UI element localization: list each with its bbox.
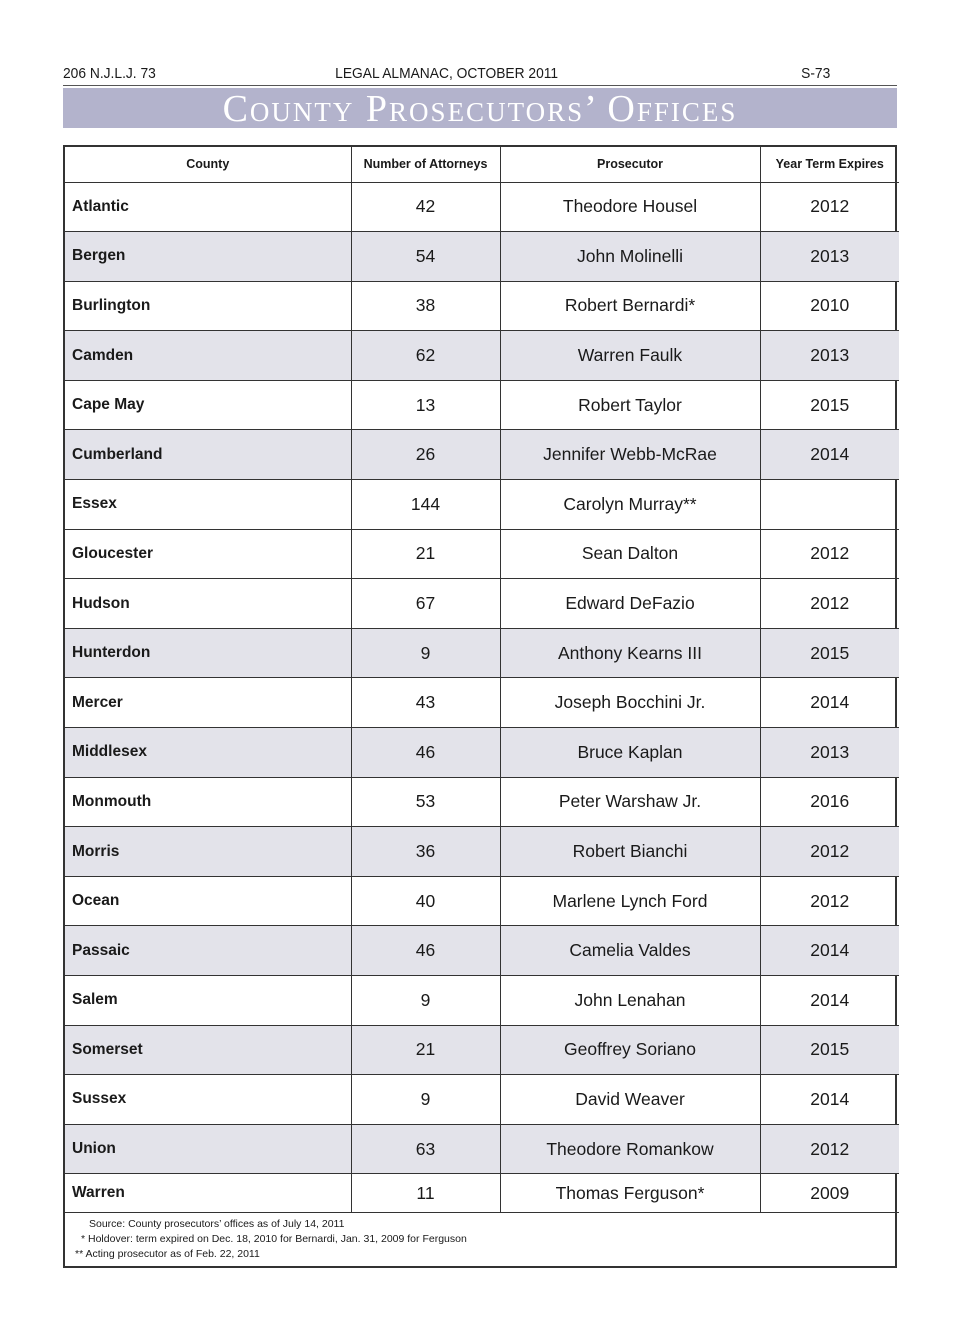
term-expires-cell: 2014 [760,430,899,480]
table-row [65,529,899,579]
attorneys-cell: 42 [351,182,500,232]
term-expires-cell: 2014 [760,976,899,1026]
title-banner [63,88,897,128]
term-expires-cell: 2014 [760,678,899,728]
term-expires-cell [760,480,899,530]
term-expires-cell: 2012 [760,182,899,232]
county-cell: Cumberland [65,430,351,480]
running-head [63,62,830,84]
attorneys-cell: 13 [351,380,500,430]
attorneys-cell: 9 [351,1075,500,1125]
source-note: Source: County prosecutors’ offices as of July 14, 2011 [89,1218,345,1231]
holdover-note: * Holdover: term expired on Dec. 18, 2010 for Bernardi, Jan. 31, 2009 for Ferguson [81,1233,467,1246]
term-expires-cell: 2015 [760,1025,899,1075]
county-cell: Middlesex [65,728,351,778]
table-row [65,1174,899,1213]
table-row [65,628,899,678]
attorneys-cell: 21 [351,529,500,579]
county-cell: Burlington [65,281,351,331]
prosecutor-cell: Joseph Bocchini Jr. [500,678,760,728]
prosecutor-cell: Thomas Ferguson* [500,1174,760,1213]
term-expires-cell: 2013 [760,331,899,381]
prosecutor-cell: Theodore Housel [500,182,760,232]
term-expires-cell: 2013 [760,728,899,778]
county-cell: Monmouth [65,777,351,827]
term-expires-cell: 2013 [760,232,899,282]
acting-prosecutor-note: ** Acting prosecutor as of Feb. 22, 2011 [75,1248,260,1261]
term-expires-cell: 2014 [760,926,899,976]
prosecutor-cell: John Lenahan [500,976,760,1026]
county-cell: Salem [65,976,351,1026]
prosecutor-cell: Bruce Kaplan [500,728,760,778]
prosecutor-cell: Geoffrey Soriano [500,1025,760,1075]
header-county: County [65,147,351,182]
attorneys-cell: 54 [351,232,500,282]
term-expires-cell: 2012 [760,529,899,579]
prosecutor-cell: John Molinelli [500,232,760,282]
attorneys-cell: 67 [351,579,500,629]
attorneys-cell: 38 [351,281,500,331]
attorneys-cell: 9 [351,628,500,678]
county-cell: Sussex [65,1075,351,1125]
attorneys-cell: 53 [351,777,500,827]
table-row [65,827,899,877]
publication-title: LEGAL ALMANAC, OCTOBER 2011 [335,65,559,82]
prosecutor-cell: Peter Warshaw Jr. [500,777,760,827]
attorneys-cell: 36 [351,827,500,877]
county-cell: Passaic [65,926,351,976]
county-cell: Cape May [65,380,351,430]
table-row [65,281,899,331]
term-expires-cell: 2016 [760,777,899,827]
table-row [65,331,899,381]
header-year-term-expires: Year Term Expires [760,147,899,182]
county-cell: Gloucester [65,529,351,579]
table-row [65,678,899,728]
county-cell: Hudson [65,579,351,629]
county-cell: Hunterdon [65,628,351,678]
county-cell: Somerset [65,1025,351,1075]
county-cell: Atlantic [65,182,351,232]
prosecutor-cell: Jennifer Webb-McRae [500,430,760,480]
attorneys-cell: 144 [351,480,500,530]
table-row [65,728,899,778]
table-row [65,876,899,926]
attorneys-cell: 40 [351,876,500,926]
term-expires-cell: 2012 [760,579,899,629]
prosecutor-cell: David Weaver [500,1075,760,1125]
table-row [65,976,899,1026]
prosecutor-cell: Marlene Lynch Ford [500,876,760,926]
page-number: S-73 [801,65,831,82]
attorneys-cell: 26 [351,430,500,480]
table-row [65,480,899,530]
attorneys-cell: 9 [351,976,500,1026]
term-expires-cell: 2014 [760,1075,899,1125]
attorneys-cell: 63 [351,1124,500,1174]
prosecutors-table [65,147,899,1213]
table-row [65,926,899,976]
table-row [65,777,899,827]
county-cell: Mercer [65,678,351,728]
table-row [65,1075,899,1125]
prosecutor-cell: Carolyn Murray** [500,480,760,530]
table-row [65,232,899,282]
term-expires-cell: 2015 [760,380,899,430]
table-row [65,430,899,480]
prosecutor-cell: Robert Taylor [500,380,760,430]
table-row [65,1025,899,1075]
county-cell: Bergen [65,232,351,282]
prosecutor-cell: Robert Bianchi [500,827,760,877]
term-expires-cell: 2010 [760,281,899,331]
term-expires-cell: 2015 [760,628,899,678]
prosecutor-cell: Anthony Kearns III [500,628,760,678]
table-row [65,1124,899,1174]
header-rule [63,85,897,86]
county-cell: Camden [65,331,351,381]
county-cell: Union [65,1124,351,1174]
prosecutor-cell: Sean Dalton [500,529,760,579]
attorneys-cell: 62 [351,331,500,381]
attorneys-cell: 46 [351,926,500,976]
attorneys-cell: 43 [351,678,500,728]
attorneys-cell: 21 [351,1025,500,1075]
footnotes [65,1213,895,1262]
term-expires-cell: 2012 [760,1124,899,1174]
prosecutor-cell: Camelia Valdes [500,926,760,976]
page-title: County Prosecutors’ Offices [222,88,738,130]
county-cell: Essex [65,480,351,530]
attorneys-cell: 11 [351,1174,500,1213]
attorneys-cell: 46 [351,728,500,778]
county-cell: Morris [65,827,351,877]
term-expires-cell: 2012 [760,827,899,877]
county-cell: Warren [65,1174,351,1213]
journal-citation: 206 N.J.L.J. 73 [63,65,156,82]
prosecutors-table-box [63,145,897,1268]
table-row [65,182,899,232]
term-expires-cell: 2009 [760,1174,899,1213]
table-row [65,380,899,430]
prosecutor-cell: Warren Faulk [500,331,760,381]
table-row [65,579,899,629]
prosecutor-cell: Edward DeFazio [500,579,760,629]
prosecutor-cell: Robert Bernardi* [500,281,760,331]
prosecutor-cell: Theodore Romankow [500,1124,760,1174]
term-expires-cell: 2012 [760,876,899,926]
table-header-row [65,147,899,182]
header-prosecutor: Prosecutor [500,147,760,182]
header-number-of-attorneys: Number of Attorneys [351,147,500,182]
county-cell: Ocean [65,876,351,926]
